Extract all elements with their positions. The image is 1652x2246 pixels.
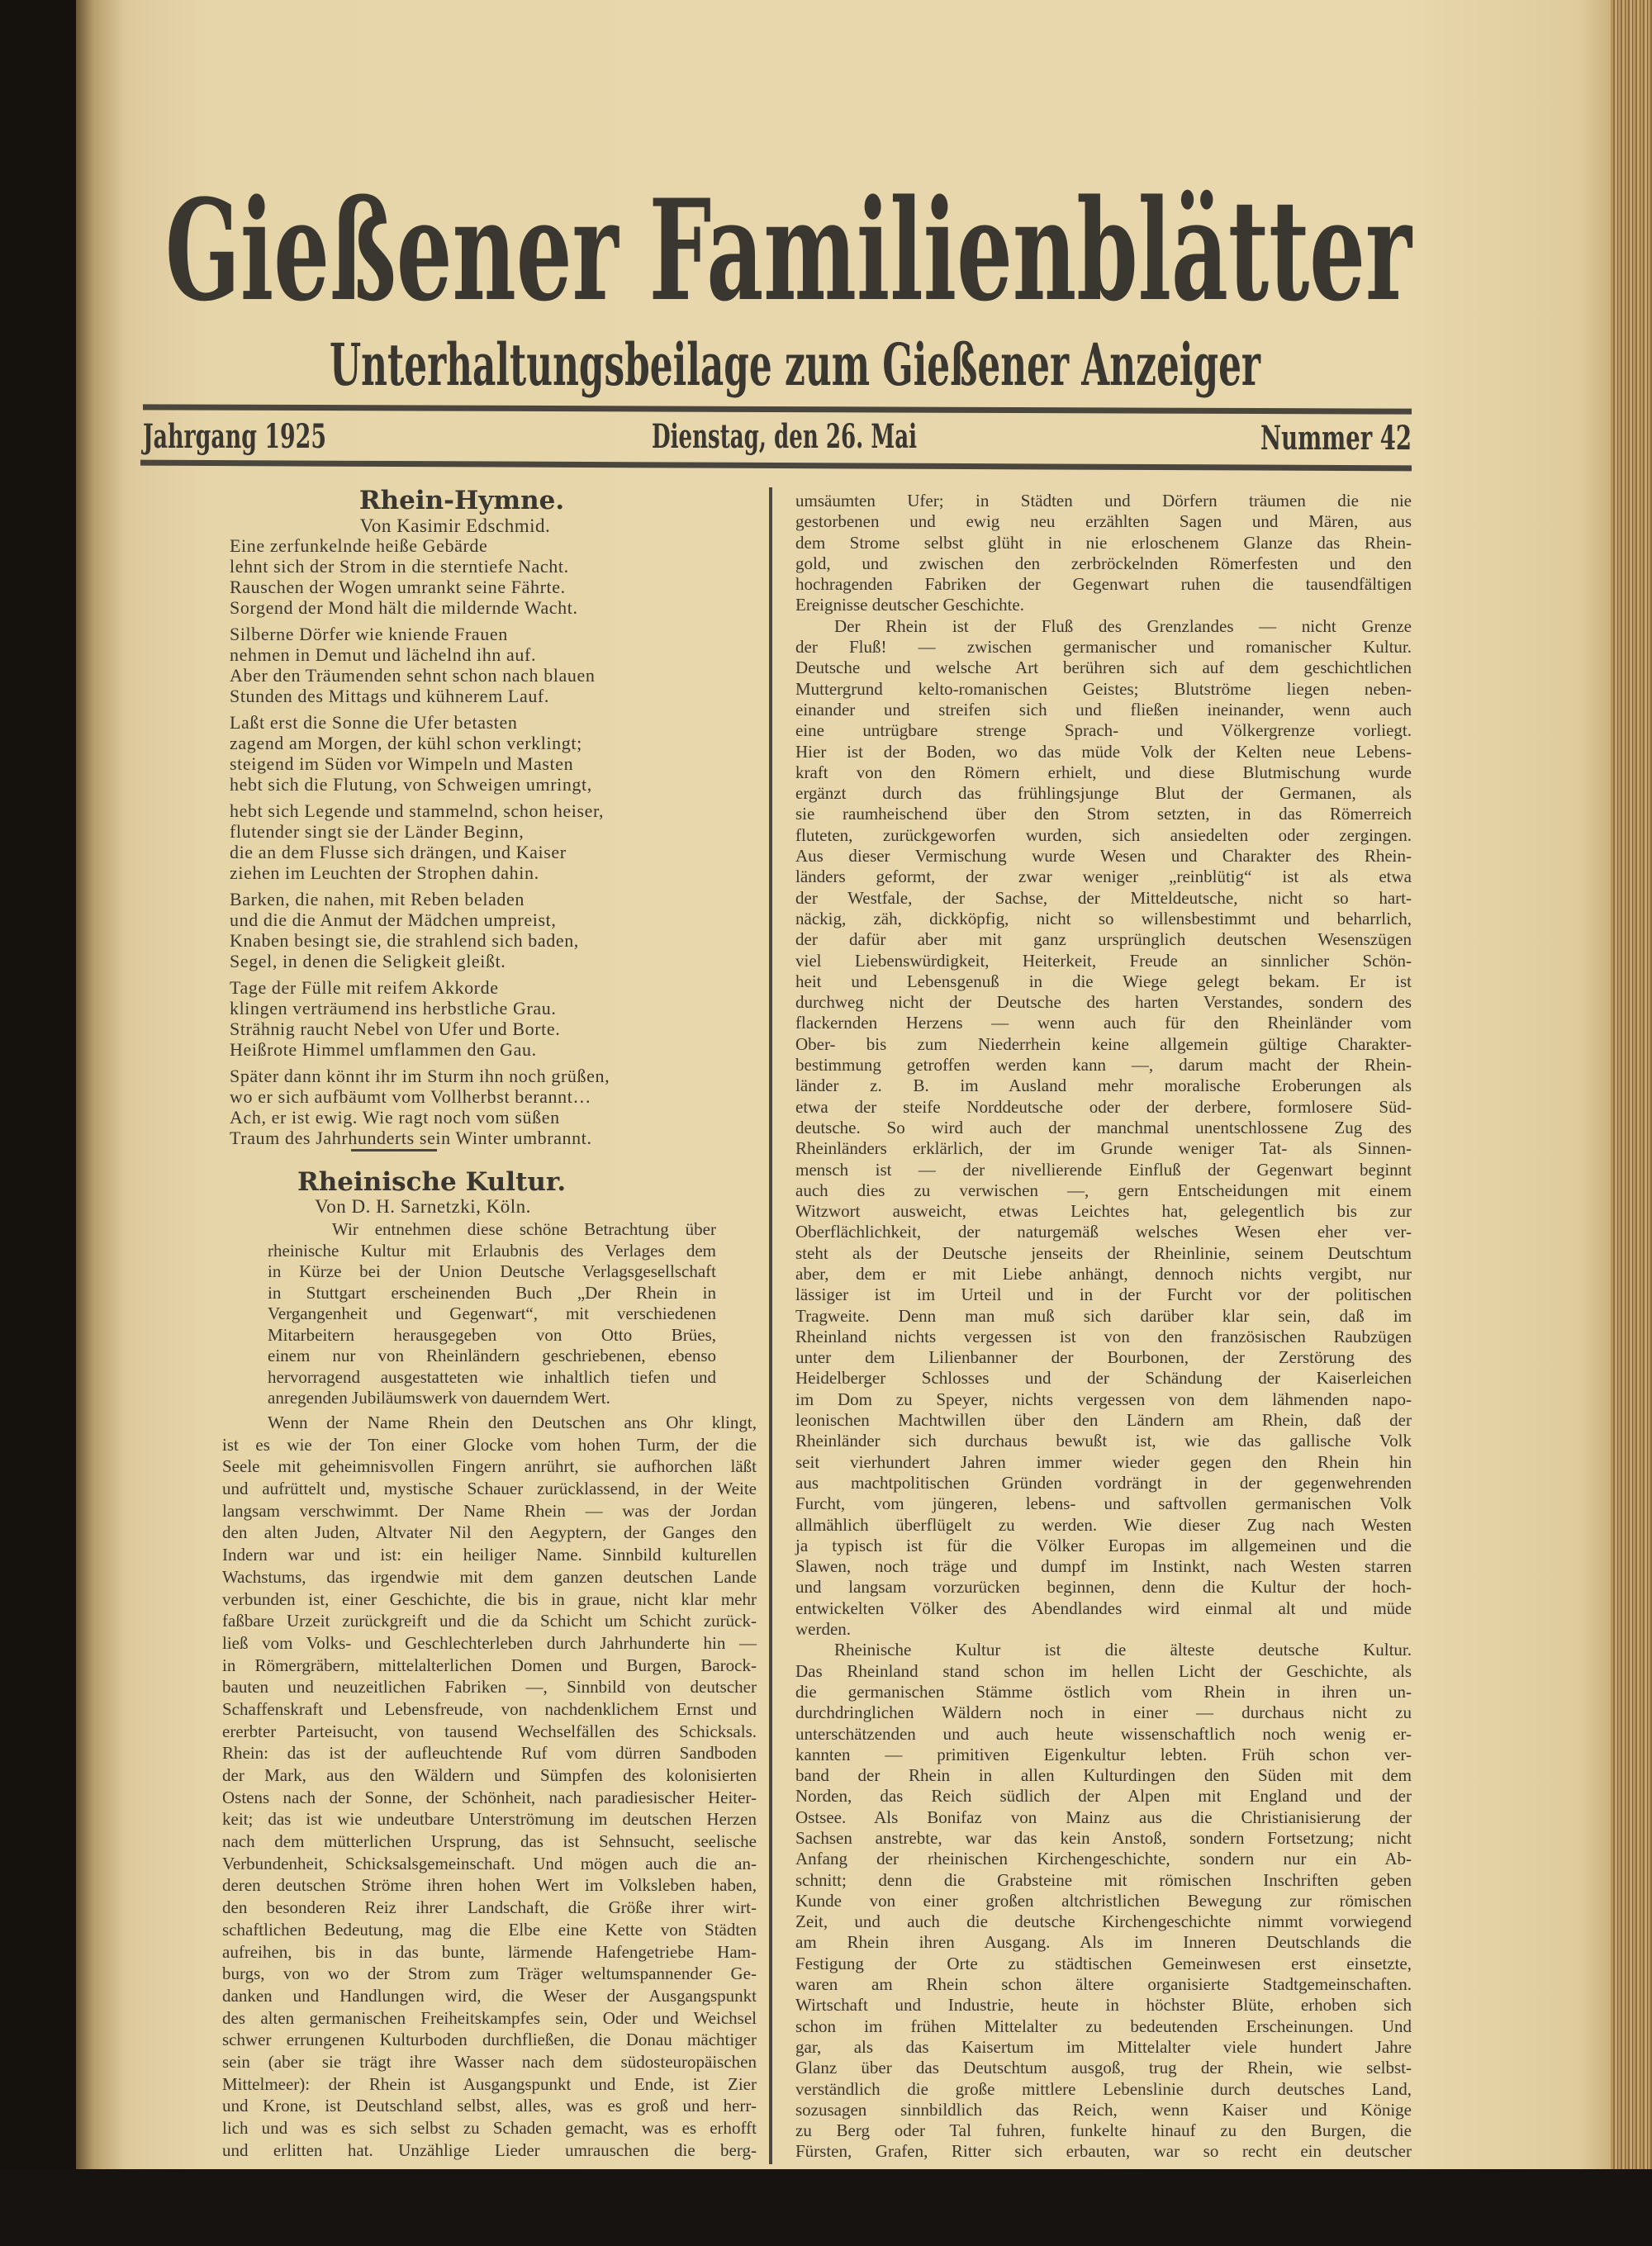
paragraph <box>795 491 1412 616</box>
text-line: kannten — primitiven Eigenkultur lebten. Früh schon ver- <box>795 1744 1412 1764</box>
text-line: gestorbenen und ewig neu erzählten Sagen und Mären, aus <box>795 511 1412 532</box>
text-line: flackernden Herzens — wenn auch für den Rheinländer vom <box>795 1013 1412 1033</box>
text-line: durchdringlichen Wäldern noch in einer — durchaus nicht zu <box>795 1702 1412 1723</box>
section-separator <box>351 1149 437 1151</box>
text-line: Ober- bis zum Niederrhein keine allgemein gültige Charakter- <box>795 1033 1412 1054</box>
poem-line: wo er sich aufbäumt vom Vollherbst berannt… <box>230 1086 592 1107</box>
text-line: Rheinische Kultur ist die älteste deutsche Kultur. <box>834 1640 1412 1660</box>
text-line: Glanz über das Deutschtum ausgoß, trug der Rhein, wie selbst- <box>795 2058 1412 2078</box>
text-line: in Kürze bei der Union Deutsche Verlagsgesellschaft <box>268 1261 716 1281</box>
text-line: Heidelberger Schlosses und der Schändung der Kaiserleichen <box>795 1368 1412 1389</box>
poem-line: ziehen im Leuchten der Strophen dahin. <box>230 862 539 883</box>
poem-line: Sorgend der Mond hält die mildernde Wacht. <box>230 597 578 618</box>
poem-line: hebt sich Legende und stammelnd, schon heiser, <box>230 800 605 821</box>
text-line: umsäumten Ufer; in Städten und Dörfern träumen die nie <box>795 491 1412 510</box>
text-line: Mitarbeitern herausgegeben von Otto Brües, <box>268 1324 716 1345</box>
poem-stanza <box>230 535 758 618</box>
text-line: Wachstums, das irgendwie mit dem ganzen deutschen Lande <box>222 1566 757 1587</box>
text-line: Rhein: das ist der aufleuchtende Ruf vom dürren Sandboden <box>222 1743 757 1764</box>
text-line: Kunde von einer großen altchristlichen Bewegung zur römischen <box>795 1890 1412 1911</box>
poem-line: die an dem Flusse sich drängen, und Kaiser <box>230 842 567 862</box>
text-line: allmählich überflügelt zu werden. Wie dieser Zug nach Westen <box>795 1514 1412 1535</box>
poem-line: lehnt sich der Strom in die sterntiefe Nacht. <box>230 556 569 577</box>
text-line: am Rhein ihren Ausgang. Als im Inneren Deutschlands die <box>795 1932 1412 1953</box>
masthead-title: Gießener Familienblätter <box>165 169 1413 332</box>
text-line: mensch ist — der nivellierende Einfluß der Gegenwart beginnt <box>795 1159 1412 1180</box>
text-line: in Stuttgart erscheinenden Buch „Der Rhein in <box>268 1282 716 1303</box>
poem-stanza <box>230 889 758 971</box>
poem-line: Später dann könnt ihr im Sturm ihn noch grüßen, <box>230 1066 610 1086</box>
text-line: Mittelmeer): der Rhein ist Ausgangspunkt und Ende, ist Zier <box>222 2073 757 2094</box>
text-line: ließ vom Volks- und Geschlechterleben durch Jahrhunderte hin — <box>222 1632 757 1653</box>
text-line: die germanischen Stämme östlich vom Rhein in ihren un- <box>795 1681 1412 1702</box>
text-line: viel Liebenswürdigkeit, Heiterkeit, Freude an sinnlicher Schön- <box>795 950 1412 971</box>
article-title: Rheinische Kultur. <box>297 1167 567 1197</box>
text-line: Norden, das Reich südlich der Alpen mit England und der <box>795 1786 1412 1807</box>
text-line: schwer errungenen Kulturboden durchfließen, die Donau mächtiger <box>222 2030 757 2050</box>
text-line: Der Rhein ist der Fluß des Grenzlandes — nicht Grenze <box>834 615 1412 636</box>
text-line: leonischen Machtwillen über den Ländern am Rhein, daß der <box>795 1410 1412 1431</box>
text-line: nach dem mütterlichen Ursprung, das ist Sehnsucht, seelische <box>222 1831 757 1852</box>
text-line: Witzwort ausweicht, etwas Leichtes hat, gelegentlich bis zur <box>795 1201 1412 1222</box>
text-line: steht als der Deutsche jenseits der Rheinlinie, seinem Deutschtum <box>795 1242 1412 1263</box>
text-line: auch dies zu verwischen —, gern Entscheidungen mit einem <box>795 1180 1412 1200</box>
text-line: länders geformt, der zwar weniger „reinblütig“ ist als etwa <box>795 867 1412 887</box>
text-line: Ereignisse deutscher Geschichte. <box>795 595 1024 615</box>
text-line: Oberflächlichkeit, der naturgemäß welsches Wesen eher ver- <box>795 1222 1412 1242</box>
paragraph <box>268 1219 716 1409</box>
text-line: ererbter Parteisucht, von tausend Wechselfällen des Schicksals. <box>222 1721 757 1741</box>
poem-line: Silberne Dörfer wie kniende Frauen <box>230 624 508 644</box>
text-line: Fürsten, Grafen, Ritter sich erbauten, war so recht ein deutscher <box>795 2141 1412 2162</box>
text-line: und langsam vorzurücken beginnen, denn die Kultur der hoch- <box>795 1577 1412 1598</box>
poem-stanza <box>230 1066 758 1148</box>
paragraph <box>795 616 1412 1641</box>
text-line: danken und Handlungen wird, die Weser der Ausgangspunkt <box>222 1985 757 2006</box>
text-line: sein (aber sie trägt ihre Wasser nach dem südosteuropäischen <box>222 2051 757 2072</box>
poem-line: klingen verträumend ins herbstliche Grau. <box>230 998 557 1019</box>
text-line: bestimmung getroffen werden kann —, darum macht der Rhein- <box>795 1055 1412 1076</box>
poem-line: Rauschen der Wogen umrankt seine Fährte. <box>230 577 566 597</box>
column-divider <box>769 487 772 2164</box>
text-line: seit vierhundert Jahren immer wieder gegen den Rhein hin <box>795 1451 1412 1472</box>
text-line: näckig, zäh, dickköpfig, nicht so willensbestimmt und beharrlich, <box>795 908 1412 928</box>
poem-line: Barken, die nahen, mit Reben beladen <box>230 889 525 909</box>
poem-stanza <box>230 977 758 1060</box>
text-line: dem Strome selbst glüht in nie erloschenem Glanze das Rhein- <box>795 532 1412 553</box>
poem-line: Ach, er ist ewig. Wie ragt noch vom süßen <box>230 1107 560 1128</box>
text-line: keit; das ist wie undeutbare Unterströmung im deutschen Herzen <box>222 1809 757 1830</box>
scan-background <box>0 2169 1652 2246</box>
text-line: und erlitten hat. Unzählige Lieder umrauschen die berg- <box>222 2139 757 2160</box>
poem-line: Stunden des Mittags und kühnerem Lauf. <box>230 686 549 706</box>
text-line: durchweg nicht der Deutsche des harten Verstandes, sondern des <box>795 992 1412 1013</box>
article-left-column <box>222 1412 757 2161</box>
text-line: Rheinländer sich durchaus bewußt ist, wie das gallische Volk <box>795 1431 1412 1451</box>
text-line: länder z. B. im Ausland mehr moralische Eroberungen als <box>795 1076 1412 1096</box>
poem-title: Rhein-Hymne. <box>358 486 565 515</box>
issue-date: Dienstag, den 26. Mai <box>652 417 917 456</box>
text-line: Wir entnehmen diese schöne Betrachtung über <box>332 1219 716 1239</box>
article-right-column <box>795 491 1412 2163</box>
text-line: der Westfale, der Sachse, der Mitteldeutsche, nicht so hart- <box>795 887 1412 908</box>
text-line: Tragweite. Denn man muß sich darüber klar sein, daß im <box>795 1305 1412 1326</box>
text-line: Vergangenheit und Gegenwart“, mit verschiedenen <box>268 1303 716 1323</box>
text-line: anregenden Jubiläumswerk von dauerndem Wert. <box>268 1388 610 1408</box>
paragraph <box>222 1412 757 2161</box>
poem-line: Eine zerfunkelnde heiße Gebärde <box>230 535 488 556</box>
text-line: Ostens nach der Sonne, der Schönheit, nach paradiesischer Heiter- <box>222 1787 757 1807</box>
poem-line: flutender singt sie der Länder Beginn, <box>230 821 525 842</box>
text-line: schnitt; denn die Grabsteine mit römischen Inschriften geben <box>795 1869 1412 1890</box>
article-byline: Von D. H. Sarnetzki, Köln. <box>315 1196 531 1217</box>
poem-stanza <box>230 712 758 795</box>
text-line: gar, als das Kaisertum im Mittelalter viele hundert Jahre <box>795 2036 1412 2057</box>
text-line: Furcht, vom jüngeren, lebens- und saftvollen germanischen Volk <box>795 1493 1412 1514</box>
text-line: hochragenden Fabriken der Gegenwart ruhen die tausendfältigen <box>795 574 1412 595</box>
text-line: des alten germanischen Freiheitskampfes sein, Oder und Weichsel <box>222 2007 757 2028</box>
text-line: kraft von den Römern erhielt, und diese Blutmischung wurde <box>795 762 1412 782</box>
poem-byline: Von Kasimir Edschmid. <box>359 515 551 536</box>
text-line: Verbundenheit, Schicksalsgemeinschaft. Und mögen auch die an- <box>222 1853 757 1873</box>
article-intro <box>268 1219 716 1409</box>
text-line: Schaffenskraft und Lebensfreude, von nachdenklichem Ernst und <box>222 1698 757 1719</box>
poem-line: Aber den Träumenden sehnt schon nach blauen <box>230 665 596 686</box>
poem-line: Laßt erst die Sonne die Ufer betasten <box>230 712 518 733</box>
text-line: unter dem Lilienbanner der Bourbonen, der Zerstörung des <box>795 1347 1412 1368</box>
text-line: und Krone, ist Deutschland selbst, alles, was es groß und herr- <box>222 2096 757 2116</box>
text-line: und aufrüttelt und, mystische Schauer zurücklassend, in der Weite <box>222 1479 757 1499</box>
text-line: Rheinländers erklärlich, der im Grunde weniger Tat- als Sinnen- <box>795 1138 1412 1159</box>
text-line: waren am Rhein schon ältere organisierte Stadtgemeinschaften. <box>795 1974 1412 1995</box>
poem-line: Traum des Jahrhunderts sein Winter umbrannt. <box>230 1128 592 1148</box>
text-line: faßbare Urzeit zurückgreift und die da Schicht um Schicht zurück- <box>222 1611 757 1631</box>
text-line: der Fluß! — zwischen germanischer und romanischer Kultur. <box>795 637 1412 658</box>
text-line: sozusagen sinnbildlich das Reich, wenn Kaiser und Könige <box>795 2099 1412 2120</box>
text-line: den alten Juden, Altvater Nil den Aegyptern, der Ganges den <box>222 1522 757 1543</box>
text-line: der Mark, aus den Wäldern und Sümpfen des kolonisierten <box>222 1765 757 1785</box>
poem-line: Segel, in denen die Seligkeit gleißt. <box>230 951 506 971</box>
text-line: etwa der steife Norddeutsche oder der derbere, formlosere Süd- <box>795 1096 1412 1117</box>
poem-stanza <box>230 800 758 883</box>
paragraph <box>795 1640 1412 2162</box>
poem-line: steigend im Süden vor Wimpeln und Masten <box>230 753 574 774</box>
text-line: Seele mit geheimnisvollen Fingern anrührt, sie aufhorchen läßt <box>222 1456 757 1477</box>
text-line: rheinische Kultur mit Erlaubnis des Verlages dem <box>268 1240 716 1261</box>
poem-stanza <box>230 624 758 706</box>
text-line: verbunden ist, einer Geschichte, die bis in graue, nicht klar mehr <box>222 1588 757 1609</box>
text-line: deren deutschen Ströme ihren hohen Wert im Volksleben haben, <box>222 1875 757 1896</box>
text-line: Festigung der Orte zu städtischen Gemeinwesen erst einsetzte, <box>795 1953 1412 1973</box>
text-line: schaftlichen Bedeutung, mag die Elbe eine Kette von Städten <box>222 1919 757 1940</box>
text-line: ist es wie der Ton einer Glocke vom hohen Turm, der die <box>222 1434 757 1455</box>
poem-line: hebt sich die Flutung, von Schweigen umringt, <box>230 774 592 795</box>
text-line: den besonderen Reiz ihrer Landschaft, die Größe ihrer wirt- <box>222 1897 757 1918</box>
text-line: Wirtschaft und Industrie, heute in höchster Blüte, erhoben sich <box>795 1995 1412 2016</box>
text-line: sie raumheischend über den Strom setzten, in das Römerreich <box>795 804 1412 824</box>
text-line: werden. <box>795 1619 852 1640</box>
text-line: deutsche. So wird auch der manchmal unentschlossene Zug des <box>795 1117 1412 1137</box>
text-line: Wenn der Name Rhein den Deutschen ans Ohr klingt, <box>268 1413 757 1432</box>
text-line: aber, dem er mit Liebe anhängt, dennoch nichts vergibt, nur <box>795 1263 1412 1284</box>
text-line: Das Rheinland stand schon im hellen Licht der Geschichte, als <box>795 1660 1412 1681</box>
poem-line: Strähnig raucht Nebel von Ufer und Borte. <box>230 1019 561 1039</box>
volume-label: Jahrgang 1925 <box>140 417 326 456</box>
text-line: Zeit, und auch die deutsche Kirchengeschichte nimmt vorwiegend <box>795 1911 1412 1932</box>
text-line: Deutsche und welsche Art berühren sich auf dem geschichtlichen <box>795 658 1412 678</box>
text-line: Rheinland nichts vergessen ist von den französischen Raubzügen <box>795 1326 1412 1346</box>
issue-number: Nummer 42 <box>1260 419 1412 458</box>
text-line: Indern war und ist: ein heiliger Name. Sinnbild kulturellen <box>222 1545 757 1565</box>
text-line: Sachsen anstrebte, war das kein Anstoß, sondern Fortsetzung; nicht <box>795 1828 1412 1848</box>
poem-line: zagend am Morgen, der kühl schon verklingt; <box>230 733 582 753</box>
text-line: fluteten, zurückgeworfen wurden, sich ansiedelten oder zergingen. <box>795 824 1412 845</box>
text-line: langsam verschwimmt. Der Name Rhein — was der Jordan <box>222 1500 757 1521</box>
text-line: ergänzt durch das frühlingsjunge Blut der Germanen, als <box>795 783 1412 804</box>
text-line: bauten und neuzeitlichen Fabriken —, Sinnbild von deutscher <box>222 1677 757 1698</box>
poem-line: Heißrote Himmel umflammen den Gau. <box>230 1039 537 1060</box>
text-line: Slawen, noch träge und dumpf im Instinkt, nach Westen starren <box>795 1556 1412 1577</box>
poem-line: nehmen in Demut und lächelnd ihn auf. <box>230 644 537 665</box>
text-line: im Dom zu Speyer, nichts vergessen von dem lähmenden napo- <box>795 1389 1412 1409</box>
text-line: unterschätzenden und auch heute wissenschaftlich noch wenig er- <box>795 1723 1412 1744</box>
poem-text <box>230 535 758 1154</box>
poem-line: und die die Anmut der Mädchen umpreist, <box>230 909 557 930</box>
poem-line: Knaben besingt sie, die strahlend sich baden, <box>230 930 579 951</box>
text-line: Aus dieser Vermischung wurde Wesen und Charakter des Rhein- <box>795 846 1412 867</box>
text-line: burgs, von wo der Strom zum Träger weltumspannender Ge- <box>222 1963 757 1984</box>
text-line: einem nur von Rheinländern geschriebenen, ebenso <box>268 1346 716 1365</box>
text-line: Muttergrund kelto-romanischen Geistes; Blutströme liegen neben- <box>795 678 1412 699</box>
text-line: einander und streifen sich und fließen ineinander, wenn auch <box>795 699 1412 719</box>
text-line: entwickelten Völker des Abendlandes wird einmal alt und müde <box>795 1598 1412 1618</box>
text-line: eine untrügbare strenge Sprach- und Völkergrenze vorliegt. <box>795 720 1412 741</box>
text-line: verständlich die große mittlere Lebenslinie durch deutsches Land, <box>795 2078 1412 2099</box>
text-line: band der Rhein in allen Kulturdingen den Süden mit dem <box>795 1765 1412 1786</box>
masthead-subtitle: Unterhaltungsbeilage zum Gießener Anzeiger <box>330 330 1261 399</box>
text-line: der dafür aber mit ganz ursprünglich deutschen Wesenszügen <box>795 929 1412 950</box>
text-line: lässiger ist im Urteil und in der Furcht vor der politischen <box>795 1284 1412 1305</box>
text-line: in Römergräbern, mittelalterlichen Domen und Burgen, Barock- <box>222 1655 757 1675</box>
text-line: schon im frühen Mittelalter zu bedeutenden Erscheinungen. Und <box>795 2016 1412 2036</box>
text-line: zu Berg oder Tal fuhren, funkelte hinauf zu den Burgen, die <box>795 2120 1412 2141</box>
text-line: Ostsee. Als Bonifaz von Mainz aus die Christianisierung der <box>795 1807 1412 1827</box>
text-line: ja typisch ist für die Völker Europas im allgemeinen und die <box>795 1535 1412 1555</box>
text-line: heit und Lebensgenuß in die Wiege gelegt bekam. Er ist <box>795 971 1412 991</box>
text-line: aufreihen, bis in das bunte, lärmende Hafengetriebe Ham- <box>222 1941 757 1962</box>
text-line: Anfang der rheinischen Kirchengeschichte, sondern nur ein Ab- <box>795 1849 1412 1869</box>
text-line: lich und was es sich selbst zu Schaden gemacht, was es erhofft <box>222 2118 757 2138</box>
poem-line: Tage der Fülle mit reifem Akkorde <box>230 977 499 998</box>
text-line: gold, und zwischen den zerbröckelnden Römerfesten und den <box>795 553 1412 573</box>
text-line: aus machtpolitischen Gründen vordrängt in der gegenwehrenden <box>795 1472 1412 1493</box>
text-line: Hier ist der Boden, wo das müde Volk der Kelten neue Lebens- <box>795 741 1412 762</box>
text-line: hervorragend ausgestatteten wie inhaltlich tiefen und <box>268 1366 716 1387</box>
